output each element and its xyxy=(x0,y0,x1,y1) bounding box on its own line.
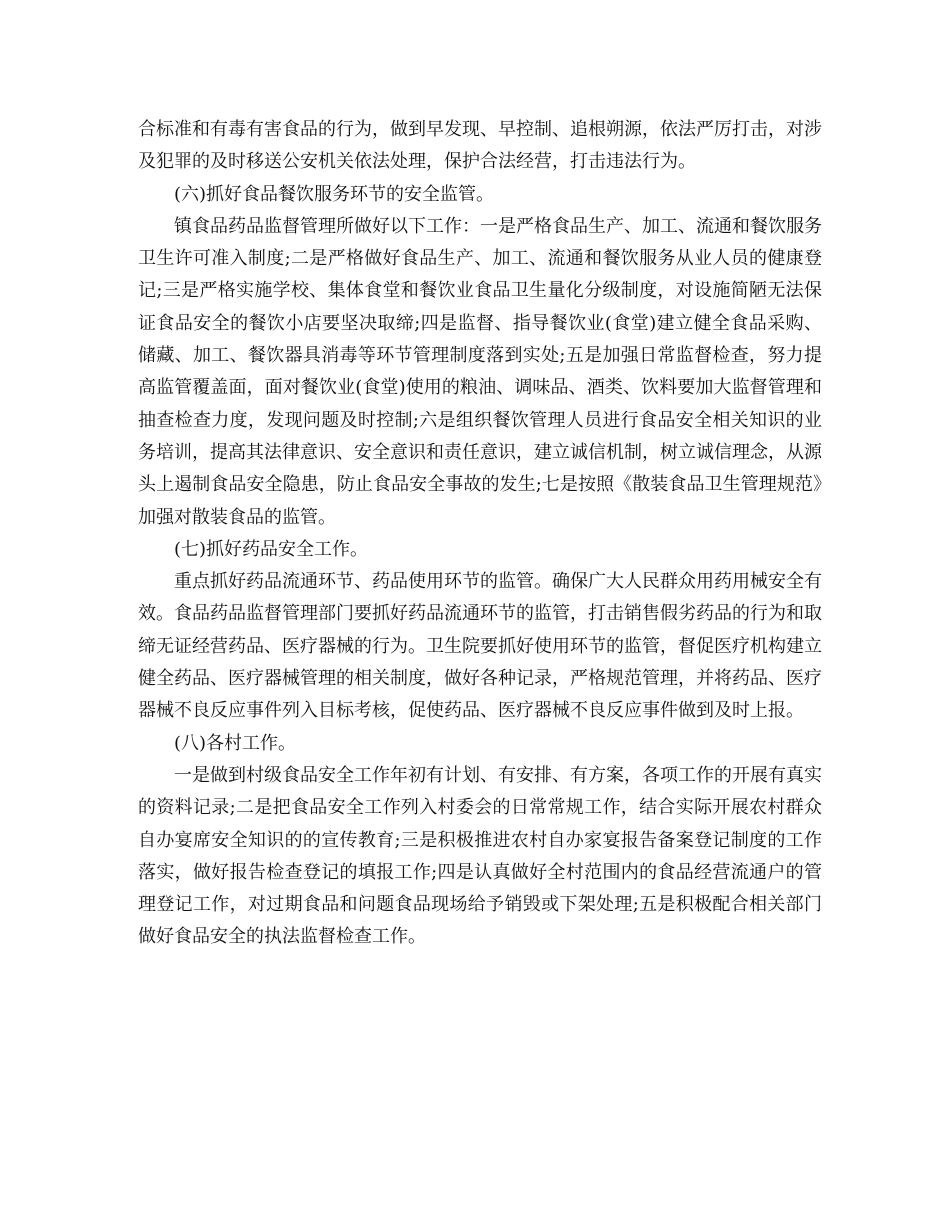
paragraph-2: 镇食品药品监督管理所做好以下工作：一是严格食品生产、加工、流通和餐饮服务卫生许可准入制度;二是严格做好食品生产、加工、流通和餐饮服务从业人员的健康登记;三是严格实施学校、集体食堂和餐饮业食品卫生量化分级制度，对设施简陋无法保证食品安全的餐饮小店要坚决取缔;四是监督、指导餐饮业(食堂)建立健全食品采购、储藏、加工、餐饮器具消毒等环节管理制度落到实处;五是加强日常监督检查，努力提高监管覆盖面，面对餐饮业(食堂)使用的粮油、调味品、酒类、饮料要加大监督管理和抽查检查力度，发现问题及时控制;六是组织餐饮管理人员进行食品安全相关知识的业务培训，提高其法律意识、安全意识和责任意识，建立诚信机制，树立诚信理念，从源头上遏制食品安全隐患，防止食品安全事故的发生;七是按照《散装食品卫生管理规范》加强对散装食品的监管。 xyxy=(138,215,822,528)
paragraph-3: 重点抓好药品流通环节、药品使用环节的监管。确保广大人民群众用药用械安全有效。食品药品监督管理部门要抓好药品流通环节的监管，打击销售假劣药品的行为和取缔无证经营药品、医疗器械的行为。卫生院要抓好使用环节的监管，督促医疗机构建立健全药品、医疗器械管理的相关制度，做好各种记录，严格规范管理，并将药品、医疗器械不良反应事件列入目标考核，促使药品、医疗器械不良反应事件做到及时上报。 xyxy=(138,571,822,722)
paragraph-4: 一是做到村级食品安全工作年初有计划、有安排、有方案，各项工作的开展有真实的资料记录;二是把食品安全工作列入村委会的日常常规工作，结合实际开展农村群众自办宴席安全知识的的宣传教育;三是积极推进农村自办家宴报告备案登记制度的工作落实，做好报告检查登记的填报工作;四是认真做好全村范围内的食品经营流通户的管理登记工作，对过期食品和问题食品现场给予销毁或下架处理;五是积极配合相关部门做好食品安全的执法监督检查工作。 xyxy=(138,764,822,948)
document-body xyxy=(138,114,822,954)
section-heading-6: (六)抓好食品餐饮服务环节的安全监管。 xyxy=(174,183,495,205)
paragraph-1: 合标准和有毒有害食品的行为，做到早发现、早控制、追根朔源，依法严厉打击，对涉及犯罪的及时移送公安机关依法处理，保护合法经营，打击违法行为。 xyxy=(138,119,822,173)
section-heading-8: (八)各村工作。 xyxy=(174,732,297,754)
section-heading-7: (七)抓好药品安全工作。 xyxy=(174,538,369,560)
